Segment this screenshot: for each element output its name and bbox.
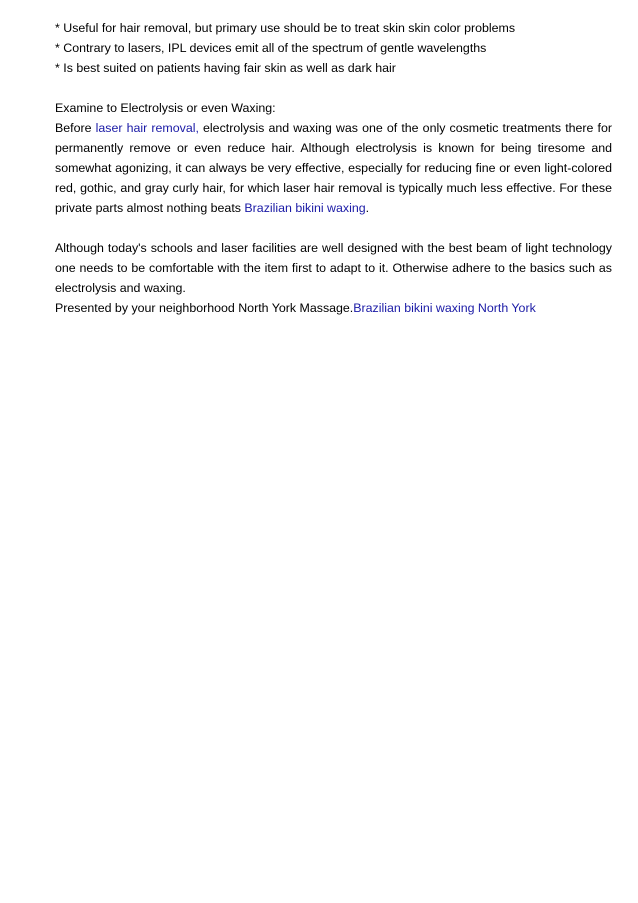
paragraph-electrolysis — [55, 118, 612, 218]
paragraph-text-end: . — [365, 201, 370, 215]
paragraph-text-start: Before — [55, 121, 96, 135]
paragraph-spacer — [55, 78, 612, 98]
paragraph-text-middle: electrolysis and waxing was one of the only cosmetic treatments there for permanently remove or even reduce hair. Although electrolysis is known for being tiresome and somewhat agonizing, it can always be very effective, especially for reducing fine or even light-colored red, gothic, and gray curly hair, for which laser hair removal is typically much less effective. For these private parts almost nothing beats — [55, 121, 613, 215]
paragraph-schools: Although today's schools and laser facilities are well designed with the best beam of light technology one needs to be comfortable with the item first to adapt to it. Otherwise adhere to the basics such as electrolysis and waxing. — [55, 241, 612, 295]
bullet-line-3: * Is best suited on patients having fair skin as well as dark hair — [55, 61, 396, 75]
paragraph-spacer — [55, 218, 612, 238]
footer-line — [55, 298, 612, 318]
bullet-line-1: * Useful for hair removal, but primary use should be to treat skin skin color problems — [55, 21, 516, 35]
section-heading: Examine to Electrolysis or even Waxing: — [55, 101, 276, 115]
bullet-line-2: * Contrary to lasers, IPL devices emit all of the spectrum of gentle wavelengths — [55, 41, 487, 55]
document-page — [55, 18, 612, 318]
brazilian-bikini-waxing-north-york-link[interactable]: Brazilian bikini waxing North York — [353, 301, 536, 315]
brazilian-bikini-waxing-link[interactable]: Brazilian bikini waxing — [244, 201, 366, 215]
footer-text: Presented by your neighborhood North York Massage. — [55, 301, 354, 315]
laser-hair-removal-link[interactable]: laser hair removal, — [95, 121, 199, 135]
